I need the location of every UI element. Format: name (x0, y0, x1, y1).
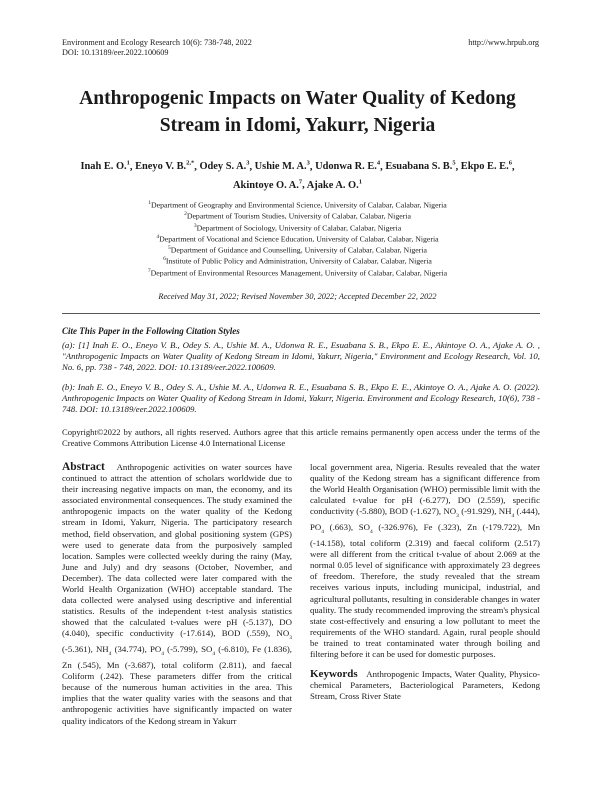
author: Odey S. A.$^3$ (199, 160, 250, 173)
author: Ekpo E. E.$^6$ (460, 160, 512, 173)
abstract-continuation: local government area, Nigeria. Results revealed that the water quality of the Kedong stream has a significant difference from the World Health Organisation (WHO) permissible limit with the calculated t-value for pH (-6.277), DO (2.559), specific conductivity (-5.880), BOD (-1.627), $NO_3$ (-91.929), $NH_4$ (.444), $PO_4$ (.663), $SO_4$ (-326.976), Fe (.323), Zn (-179.722), Mn (-14.158), total coliform (2.319) and faecal coliform (2.517) were all different from the critical t-value of about 2.069 at the normal 0.05 level of significance with approximately 23 degrees of freedom. Therefore, the study revealed that the stream receives various inputs, including municipal, industrial, and agricultural pollutants, resulting in considerable changes in water quality. The study recommended improving the stream's physical state cost-effectively and ensuring a low pollutant to meet the requirements of the WHO standard. Again, rural people should be trained to treat contaminated water through boiling and filtering before it can be used for domestic purposes. (310, 462, 540, 659)
paper-title (40, 85, 555, 139)
author: Udonwa R. E.$^4$ (315, 160, 381, 173)
abstract-heading: Abstract (62, 461, 105, 473)
abstract-left-column: Abstract Anthropogenic activities on water sources have continued to attract the attention of scholars worldwide due to their increasing negative impacts on man, the economy, and its associated environmental consequences. The study examined the anthropogenic impacts on the water quality of the Kedong stream in Idomi, Yakurr, Nigeria. The participatory research method, field observation, and global positioning system (GPS) were used to generate data from the purposively sampled location. Samples were collected weekly during the rainy (May, June and July) and dry seasons (October, November, and December). The data collected were later compared with the World Health Organization (WHO) acceptable standard. The data collected were analysed using descriptive and inferential statistics. Results of the independent t-test analysis statistics showed that the calculated t-values were pH (-5.137), DO (4.040), specific conductivity (-17.614), BOD (.559), $NO_3$ (-5.361), $NH_4$ (34.774), $PO_4$ (-5.799), $SO_4$ (-6.810), Fe (1.836), Zn (.545), Mn (-3.687), total coliform (2.811), and faecal Coliform (.242). These parameters differ from the critical because of the numerous human activities in the area. This implies that the water quality varies with the seasons and that anthropogenic activities have significantly impacted on water quality indicators of the Kedong stream in Yakurr (62, 461, 293, 726)
author: Akintoye O. A.$^7$ (233, 178, 303, 191)
divider (62, 313, 540, 314)
keywords-heading: Keywords (310, 668, 358, 681)
journal-citation: Environment and Ecology Research 10(6): 738-748, 2022 (62, 38, 252, 47)
citation-style-a: (a): [1] Inah E. O., Eneyo V. B., Odey S. A., Ushie M. A., Udonwa R. E., Esuabana S. B., Ekpo E. E., Akintoye O. A., Ajake A. O. , "Anthropogenic Impacts on Water Quality of Kedong Stream in Idomi, Yakurr, Nigeria," Environment and Ecology Research, Vol. 10, No. 6, pp. 738 - 748, 2022. DOI: 10.13189/eer.2022.100609. (62, 340, 540, 373)
title-line: Stream in Idomi, Yakurr, Nigeria (159, 115, 436, 136)
journal-url[interactable]: http://www.hrpub.org (468, 38, 539, 47)
received-dates: Received May 31, 2022; Revised November 30, 2022; Accepted December 22, 2022 (158, 292, 437, 301)
affiliation: $^6$Institute of Public Policy and Administration, University of Calabar, Calabar, Nigeria (163, 256, 432, 267)
citation-style-b: (b): Inah E. O., Eneyo V. B., Odey S. A., Ushie M. A., Udonwa R. E., Esuabana S. B., Ekpo E. E., Akintoye O. A., Ajake A. O. (2022). Anthropogenic Impacts on Water Quality of Kedong Stream in Idomi, Yakurr, Nigeria. Environment and Ecology Research, 10(6), 738 - 748. DOI: 10.13189/eer.2022.100609. (62, 382, 540, 415)
affiliation: $^7$Department of Environmental Resources Management, University of Calabar, Calabar, Nigeria (147, 267, 448, 278)
copyright-notice: Copyright©2022 by authors, all rights reserved. Authors agree that this article remains permanently open access under the terms of the Creative Commons Attribution License 4.0 International License (62, 427, 540, 448)
keywords-text: Anthropogenic Impacts, Water Quality, Physico-chemical Parameters, Bacteriological Parameters, Kedong Stream, Cross River State (310, 669, 540, 702)
affiliation: $^1$Department of Geography and Environmental Science, University of Calabar, Calabar, Nigeria (148, 200, 447, 210)
doi: DOI: 10.13189/eer.2022.100609 (62, 48, 169, 57)
title-line: Anthropogenic Impacts on Water Quality of Kedong (79, 88, 516, 109)
affiliation: $^4$Department of Vocational and Science Education, University of Calabar, Calabar, Nigeria (156, 233, 439, 244)
author: Ajake A. O.$^1$ (306, 178, 362, 191)
affiliations (50, 199, 545, 278)
author: Esuabana S. B.$^5$ (385, 160, 456, 173)
affiliation: $^2$Department of Tourism Studies, University of Calabar, Calabar, Nigeria (184, 211, 411, 221)
author-list: Inah E. O.$^1$, Eneyo V. B.$^{2,*}$, Odey S. A.$^3$, Ushie M. A.$^3$, Udonwa R. E.$^4$, Esuabana S. B.$^5$, Ekpo E. E.$^6$, Akintoye O. A.$^7$, Ajake A. O.$^1$ (80, 160, 515, 191)
cite-heading: Cite This Paper in the Following Citation Styles (62, 326, 240, 336)
keywords (310, 669, 540, 702)
author: Ushie M. A.$^3$ (254, 160, 310, 173)
abstract-right-column (310, 462, 540, 702)
affiliation: $^5$Department of Guidance and Counselling, University of Calabar, Calabar, Nigeria (168, 245, 427, 255)
affiliation: $^3$Department of Sociology, University of Calabar, Calabar, Nigeria (193, 222, 402, 233)
author: Inah E. O.$^1$ (80, 160, 130, 173)
author: Eneyo V. B.$^{2,*}$ (135, 160, 195, 173)
